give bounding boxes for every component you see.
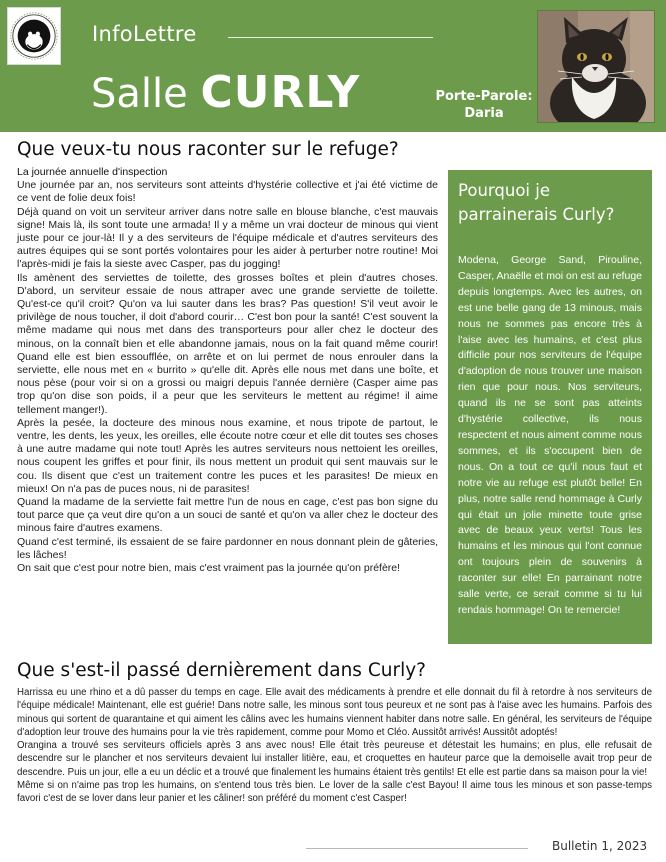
header-banner: [0, 0, 666, 132]
cat-logo-icon: [8, 8, 60, 64]
title-room-name: CURLY: [200, 67, 361, 118]
header-divider: [228, 37, 433, 38]
spokesperson: [434, 88, 534, 122]
shelter-logo: [7, 7, 61, 65]
recent-news-article: [17, 686, 652, 806]
article-paragraph: Déjà quand on voit un serviteur arriver dans notre salle en blouse blanche, c'est mauvais signe! Mais là, ils sont toute une armada! Il y a même un vrai docteur de minous qui vient juste pour ce jour-là! Il y a des serviteurs de l'équipe médicale et d'autres serviteurs des autres équipes qui se sont portés volontaires pour les aider à perturber notre routine! Moi l'après-midi je fais la sieste avec Casper, pas du jogging!: [17, 205, 438, 271]
news-paragraph: Même si on n'aime pas trop les humains, on s'entend tous très bien. Le lover de la salle c'est Bayou! Il aime tous les minous et son passe-temps favori c'est de se lover dans leur panier et les câliner! son préféré du moment c'est Casper!: [17, 780, 652, 805]
sponsorship-sidebar: [448, 170, 652, 644]
article-paragraph: Une journée par an, nos serviteurs sont atteints d'hystérie collective et j'ai été victime de ce vent de folie deux fois!: [17, 179, 438, 205]
section-title-shelter-story: Que veux-tu nous raconter sur le refuge?: [17, 139, 399, 160]
article-paragraph: Ils amènent des serviettes de toilette, des grosses boîtes et plein d'autres choses. D'abord, un serviteur essaie de nous attraper avec une grande serviette de toilette. Qu'est-ce qu'il croit? Qu'on va lui sauter dans les bras? Pas question! S'il veut avoir le privilège de nous toucher, il doit d'abord courir… C'est bon pour la santé! C'est souvent la même madame qui nous met dans des transporteurs pour aller chez le docteur des minous, on la connaît bien et elle abandonne jamais, nous on la fait quand même courir! Quand elle est bien essoufflée, on arrête et on lui permet de nous enrouler dans la serviette, elle nous met en « burrito » qu'elle dit. Après elle nous met dans une boîte, et nous pèse (pour voir si on a grossi ou maigri depuis l'année dernière (Casper aime pas trop qu'on dise son poids, il a peur que les serviteurs le mettent au régime! il aime tellement manger!).: [17, 271, 438, 416]
article-paragraph: On sait que c'est pour notre bien, mais c'est vraiment pas la journée qu'on préfère!: [17, 562, 401, 575]
newsletter-kicker: InfoLettre: [92, 22, 197, 46]
bulletin-number: Bulletin 1, 2023: [552, 839, 648, 853]
spokesperson-cat-photo: [537, 10, 655, 123]
footer-divider: [306, 848, 528, 849]
article-subheading: La journée annuelle d'inspection: [17, 166, 168, 178]
sidebar-body: Modena, George Sand, Pirouline, Casper, Anaëlle et moi on est au refuge depuis longtemps. Avec les autres, on est une belle gang de 13 minous, mais nous ne sommes pas encore très à l'aise avec les humains, et c'est plus difficile pour nos serviteurs de l'équipe d'adoption de nous trouver une maison rien que pour nous. Nos serviteurs, quand ils ne se sont pas atteints d'hystérie collective, ils nous respectent et nous aiment comme nous sommes, et ils s'occupent bien de nous. On a tout ce qu'il nous faut et notre vie au refuge est plutôt belle! En plus, notre salle rend hommage à Curly qui était un jolie minette toute grise avec de beaux yeux verts! Tous les humains et les minous qui l'ont connue ont toujours plein de souvenirs à raconter sur elle! En parrainant notre salle verte, ce serait comme si tu lui rendais hommage! On te remercie!: [458, 254, 642, 616]
article-paragraph: Après la pesée, la docteure des minous nous examine, et nous tripote de partout, le ventre, les dents, les yeux, les oreilles, elle écoute notre cœur et elle dit toutes ses choses à une autre madame qui note tout! Après les autres serviteurs nous nettoient les oreilles, nous coupent les griffes et pour finir, ils nous mettent un produit qui sent mauvais sur le cou. Ils disent que c'est un traitement contre les puces et les parasites! De mieux en mieux! On n'a pas de puces nous, ni de parasites!: [17, 416, 438, 495]
sidebar-title: Pourquoi je parrainerais Curly?: [458, 181, 615, 224]
spokesperson-label: Porte-Parole:: [435, 89, 533, 104]
news-paragraph: Orangina a trouvé ses serviteurs officiels après 3 ans avec nous! Elle était très peureuse et détestait les humains; en plus, elle refusait de descendre sur le plancher et nos serviteurs devaient lui installer litière, eau, et croquettes en hauteur parce que la demoiselle avait trop peur de descendre. Puis un jour, elle a eu un déclic et a trouvé que finalement les humains étaient très gentils! Et elle est partie dans sa maison pour la vie!: [17, 740, 652, 778]
article-paragraph: Quand la madame de la serviette fait mettre l'un de nous en cage, c'est pas bon signe du tout parce que ça veut dire qu'on a un souci de santé et qu'on va aller chez le docteur des minous faire d'autres examens.: [17, 496, 438, 535]
article-paragraph: Quand c'est terminé, ils essaient de se faire pardonner en nous donnant plein de gâteries, les lâches!: [17, 535, 438, 561]
spokesperson-name: Daria: [464, 106, 504, 121]
shelter-story-article: [17, 166, 438, 575]
page-title: [91, 63, 360, 126]
title-prefix: Salle: [91, 71, 201, 117]
news-paragraph: Harrissa eu une rhino et a dû passer du temps en cage. Elle avait des médicaments à prendre et elle donnait du fil à retordre à nos serviteurs de l'équipe médicale! Maintenant, elle est guérie! Dans notre salle, les minous sont tous peureux et ne sont pas à l'aise avec les humains. Parfois des minous qui sortent de quarantaine et qui aiment les câlins avec les humains viennent habiter dans notre salle. En général, les serviteurs de l'équipe d'adoption leur trouve des humains pour la vie très rapidement, comme pour Momo et Cléo. Aussitôt arrivés! Aussitôt adoptés!: [17, 687, 652, 738]
section-title-recent-news: Que s'est-il passé dernièrement dans Curly?: [17, 660, 426, 681]
